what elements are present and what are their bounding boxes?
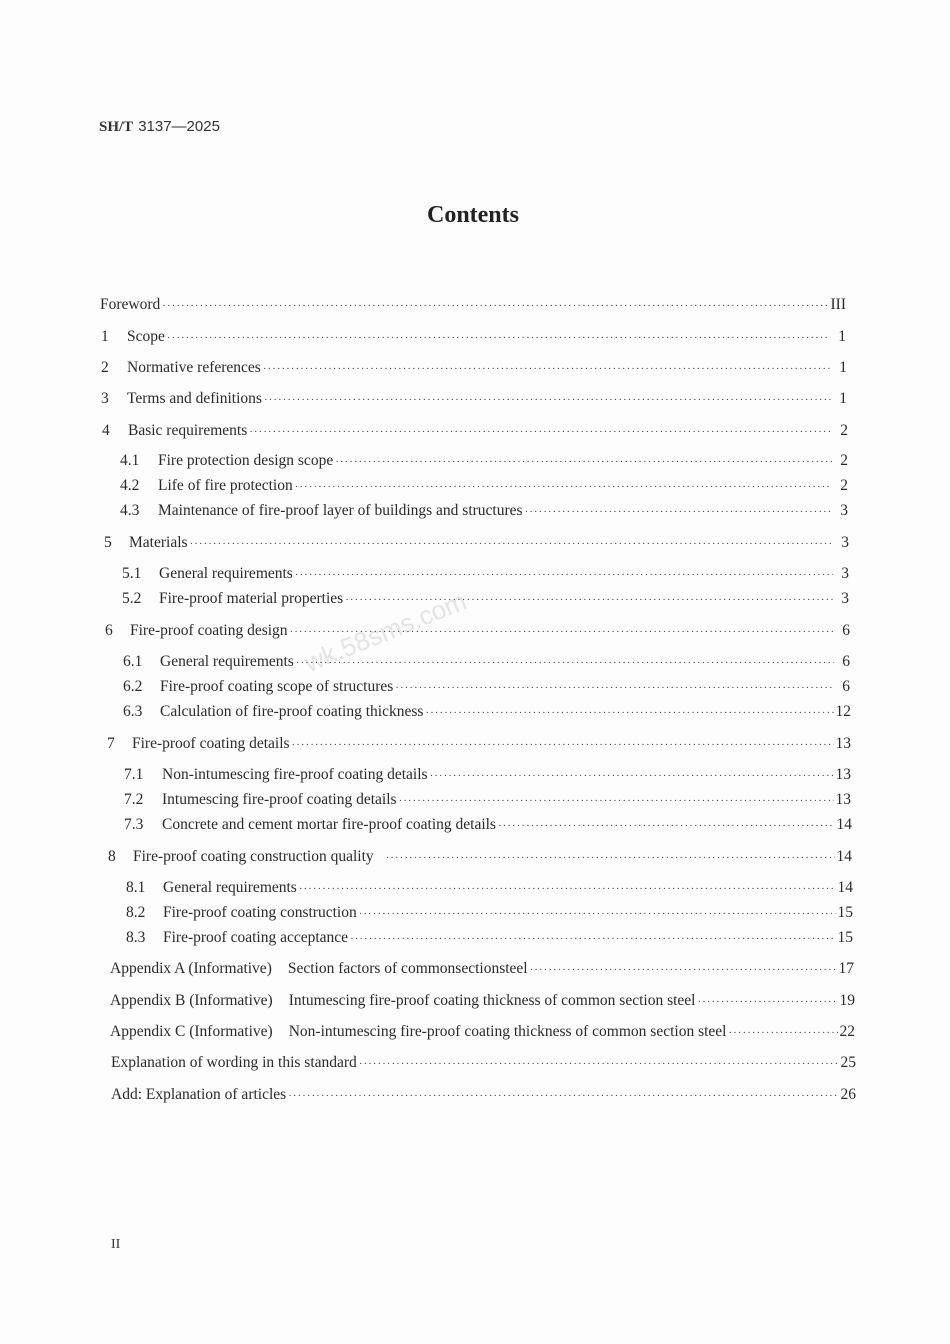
page-title: Contents [426, 202, 519, 228]
toc-entry-label: Fire-proof coating details [132, 735, 290, 752]
toc-entry-page: 3 [841, 590, 849, 607]
toc-entry-3[interactable] [101, 388, 847, 410]
toc-entry-page: 1 [839, 390, 847, 407]
toc-entry-7-3[interactable] [124, 814, 852, 836]
toc-entry-page: 13 [835, 791, 851, 808]
toc-entry-number: Appendix C (Informative) [110, 1023, 273, 1040]
toc-entry-explanation-wording[interactable] [111, 1052, 856, 1074]
toc-entry-8-3[interactable] [126, 927, 853, 949]
toc-entry-page: 15 [837, 904, 853, 921]
toc-entry-page: 6 [842, 653, 850, 670]
dot-leader [359, 1053, 839, 1075]
toc-entry-page: 17 [838, 960, 854, 977]
toc-entry-page: 13 [835, 735, 851, 752]
toc-entry-7-2[interactable] [124, 789, 851, 811]
dot-leader [430, 765, 834, 787]
toc-entry-page: 3 [841, 534, 849, 551]
toc-entry-8-2[interactable] [126, 902, 853, 924]
dot-leader [697, 991, 837, 1013]
dot-leader [498, 815, 835, 837]
toc-entry-label: Foreword [100, 296, 161, 313]
toc-entry-label: Section factors of commonsectionsteel [287, 960, 528, 977]
toc-entry-appendix-a[interactable] [110, 958, 854, 980]
toc-entry-page: 19 [839, 992, 855, 1009]
dot-leader [162, 295, 828, 317]
toc-entry-page: 6 [842, 678, 850, 695]
standard-prefix: SH/T [99, 119, 134, 135]
toc-entry-7[interactable] [107, 733, 851, 755]
toc-entry-label: General requirements [159, 565, 293, 582]
toc-entry-4-1[interactable] [120, 450, 848, 472]
toc-entry-page: 3 [840, 502, 848, 519]
dot-leader [295, 564, 833, 586]
toc-entry-label: Fire-proof coating construction quality [133, 848, 374, 865]
toc-entry-page: 13 [835, 766, 851, 783]
toc-entry-6-3[interactable] [123, 701, 851, 723]
toc-entry-number: 4.3 [120, 502, 140, 519]
dot-leader [530, 959, 837, 981]
toc-entry-label: Scope [127, 328, 165, 345]
dot-leader [190, 533, 833, 555]
toc-entry-label: Non-intumescing fire-proof coating thickness of common section steel [288, 1023, 727, 1040]
toc-entry-label: Explanation of wording in this standard [111, 1054, 357, 1071]
toc-entry-8-1[interactable] [126, 877, 853, 899]
toc-entry-label: Fire-proof material properties [159, 590, 344, 607]
dot-leader [350, 928, 835, 950]
toc-entry-number: 4.1 [120, 452, 140, 469]
dot-leader [525, 501, 832, 523]
toc-entry-label: Terms and definitions [127, 390, 262, 407]
toc-entry-page: 3 [841, 565, 849, 582]
toc-entry-number: 8.1 [126, 879, 146, 896]
toc-entry-page: 25 [840, 1054, 856, 1071]
dot-leader [167, 327, 830, 349]
toc-entry-7-1[interactable] [124, 764, 851, 786]
dot-leader [263, 358, 831, 380]
toc-entry-5-2[interactable] [122, 588, 849, 610]
toc-entry-2[interactable] [101, 357, 847, 379]
dot-leader [249, 421, 832, 443]
toc-entry-number: 5.2 [122, 590, 142, 607]
toc-entry-number: Appendix A (Informative) [110, 960, 272, 977]
toc-entry-label: Materials [129, 534, 188, 551]
toc-entry-label: Calculation of fire-proof coating thickness [160, 703, 424, 720]
toc-entry-number: 8.3 [126, 929, 146, 946]
dot-leader [395, 677, 834, 699]
toc-entry-label: Intumescing fire-proof coating details [162, 791, 397, 808]
toc-entry-8[interactable] [108, 846, 852, 868]
dot-leader [264, 389, 831, 411]
toc-entry-page: 14 [836, 816, 852, 833]
toc-entry-label: Life of fire protection [158, 477, 293, 494]
toc-entry-1[interactable] [101, 326, 846, 348]
toc-entry-number: 3 [101, 390, 109, 407]
toc-entry-label: Concrete and cement mortar fire-proof coating details [162, 816, 496, 833]
toc-entry-number: 7 [107, 735, 115, 752]
toc-entry-number: 6.2 [123, 678, 143, 695]
toc-entry-number: 2 [101, 359, 109, 376]
toc-entry-label: Intumescing fire-proof coating thickness of common section steel [288, 992, 696, 1009]
toc-entry-label: Normative references [127, 359, 261, 376]
toc-entry-page: 26 [840, 1086, 856, 1103]
dot-leader [290, 621, 834, 643]
toc-entry-page: 14 [837, 879, 853, 896]
dot-leader [728, 1022, 837, 1044]
dot-leader [288, 1085, 838, 1107]
toc-entry-page: 22 [839, 1023, 855, 1040]
dot-leader [295, 476, 832, 498]
toc-entry-page: 2 [840, 452, 848, 469]
page-folio: II [111, 1237, 121, 1252]
watermark: wk.58sms.com [300, 585, 471, 678]
dot-leader [399, 790, 834, 812]
toc-entry-number: 5.1 [122, 565, 142, 582]
toc-entry-4-2[interactable] [120, 475, 848, 497]
toc-entry-number: Appendix B (Informative) [110, 992, 273, 1009]
toc-entry-label: Fire protection design scope [158, 452, 334, 469]
toc-entry-number: 8 [108, 848, 116, 865]
toc-entry-appendix-b[interactable] [110, 990, 855, 1012]
dot-leader [345, 589, 833, 611]
toc-entry-page: 6 [842, 622, 850, 639]
toc-entry-number: 5 [104, 534, 112, 551]
standard-number: 3137—2025 [138, 118, 220, 135]
dot-leader [299, 878, 836, 900]
dot-leader [292, 734, 834, 756]
toc-entry-number: 1 [101, 328, 109, 345]
toc-entry-label: General requirements [163, 879, 297, 896]
toc-entry-5[interactable] [104, 532, 849, 554]
dot-leader [386, 847, 835, 869]
toc-entry-page: III [830, 296, 846, 313]
toc-entry-label: Maintenance of fire-proof layer of buildings and structures [158, 502, 523, 519]
toc-entry-label: Fire-proof coating acceptance [163, 929, 349, 946]
toc-entry-5-1[interactable] [122, 563, 849, 585]
toc-entry-label: Basic requirements [128, 422, 248, 439]
toc-entry-number: 7.3 [124, 816, 144, 833]
toc-entry-number: 6.1 [123, 653, 143, 670]
dot-leader [359, 903, 836, 925]
toc-entry-page: 14 [836, 848, 852, 865]
toc-entry-number: 6 [105, 622, 113, 639]
dot-leader [296, 652, 834, 674]
toc-entry-page: 2 [840, 422, 848, 439]
toc-entry-foreword[interactable] [100, 294, 846, 316]
toc-entry-page: 12 [835, 703, 851, 720]
toc-entry-label: General requirements [160, 653, 294, 670]
toc-entry-appendix-c[interactable] [110, 1021, 855, 1043]
toc-entry-6-2[interactable] [123, 676, 850, 698]
toc-entry-label: Fire-proof coating design [130, 622, 288, 639]
toc-entry-page: 2 [840, 477, 848, 494]
toc-entry-label: Add: Explanation of articles [111, 1086, 287, 1103]
toc-entry-6[interactable] [105, 620, 850, 642]
toc-entry-4-3[interactable] [120, 500, 848, 522]
toc-entry-label: Non-intumescing fire-proof coating details [162, 766, 428, 783]
dot-leader [335, 451, 832, 473]
toc-entry-number: 7.1 [124, 766, 144, 783]
toc-entry-label: Fire-proof coating scope of structures [160, 678, 394, 695]
toc-entry-4[interactable] [102, 420, 848, 442]
dot-leader [425, 702, 833, 724]
toc-entry-6-1[interactable] [123, 651, 850, 673]
toc-entry-page: 1 [839, 359, 847, 376]
toc-entry-number: 4.2 [120, 477, 140, 494]
toc-entry-number: 8.2 [126, 904, 146, 921]
toc-entry-label: Fire-proof coating construction [163, 904, 357, 921]
toc-entry-page: 1 [838, 328, 846, 345]
toc-entry-number: 4 [102, 422, 110, 439]
toc-entry-number: 7.2 [124, 791, 144, 808]
toc-entry-explanation-articles[interactable] [111, 1084, 856, 1106]
toc-entry-number: 6.3 [123, 703, 143, 720]
toc-entry-page: 15 [837, 929, 853, 946]
